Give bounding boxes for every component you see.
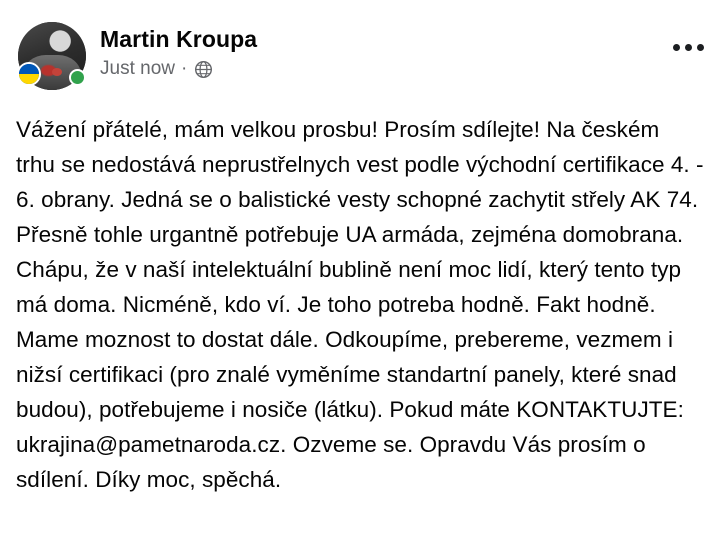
post-text: Vážení přátelé, mám velkou prosbu! Prosím sdílejte! Na českém trhu se nedostává neprustřelnych vest podle východní certifikace 4. - 6. obrany. Jedná se o balistické vesty schopné zachytit střely AK 74. Přesně tohle urgantně potřebuje UA armáda, zejména domobrana. Chápu, že v naší intelektuální bublině není moc lidí, který tento typ má doma. Nicméně, kdo ví. Je toho potreba hodně. Fakt hodně. Mame moznost to dostat dále. Odkoupíme, prebereme, vezmem i nižsí certifikaci (pro znalé vyměníme standartní panely, které snad budou), potřebujeme i nosiče (látku). Pokud máte KONTAKTUJTE: ukrajina@pametnaroda.cz. Ozveme se. Opravdu Vás prosím o sdílení. Díky moc, spěchá. [16,117,710,492]
more-options-dot [673,44,680,51]
post-meta [100,58,257,80]
more-options-dot [697,44,704,51]
ukraine-flag-icon [17,62,41,86]
globe-icon[interactable] [194,60,213,79]
author-name[interactable]: Martin Kroupa [100,26,258,52]
post-timestamp[interactable]: Just now [100,58,175,79]
flag-top-stripe [19,64,39,74]
more-options-button[interactable] [673,44,704,51]
online-status-badge [69,69,86,86]
post-header-text [100,22,257,80]
meta-separator: · [180,58,188,79]
more-options-dot [685,44,692,51]
flag-bottom-stripe [19,74,39,84]
post-footer-spacer [0,530,720,548]
avatar[interactable] [18,22,86,90]
post-header [0,0,720,90]
